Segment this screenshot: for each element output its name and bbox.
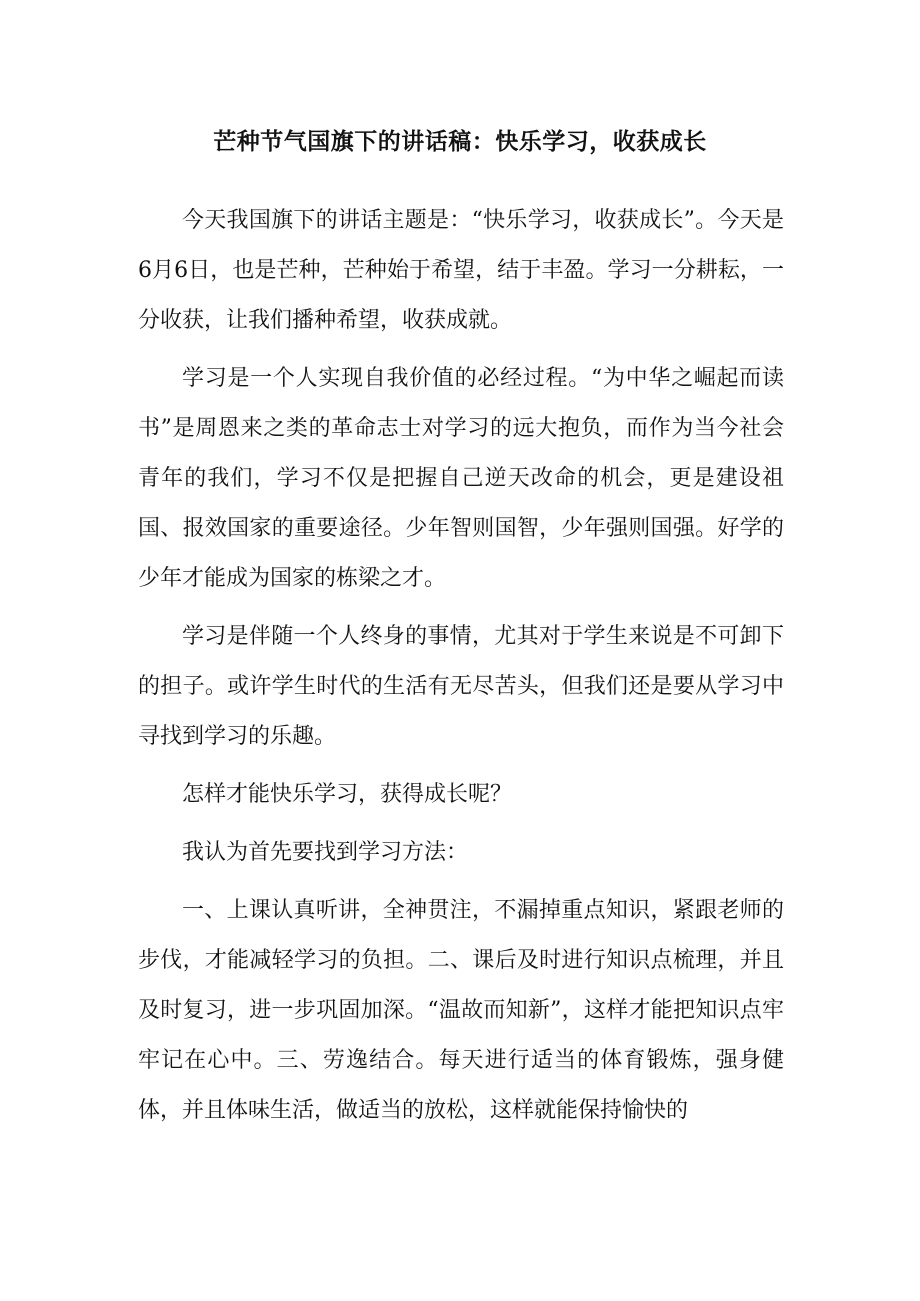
document-title: 芒种节气国旗下的讲话稿：快乐学习，收获成长 bbox=[213, 129, 707, 155]
paragraph-value-of-learning: 学习是一个人实现自我价值的必经过程。“为中华之崛起而读书”是周恩来之类的革命志士对学习的远大抱负，而作为当今社会青年的我们，学习不仅是把握自己逆天改命的机会，更是建设祖国、报效国家的重要途径。少年智则国智，少年强则国强。好学的少年才能成为国家的栋梁之才。 bbox=[138, 366, 784, 591]
paragraph-lifelong-learning: 学习是伴随一个人终身的事情，尤其对于学生来说是不可卸下的担子。或许学生时代的生活有无尽苦头，但我们还是要从学习中寻找到学习的乐趣。 bbox=[138, 624, 784, 749]
paragraph-question: 怎样才能快乐学习，获得成长呢？ bbox=[182, 782, 513, 807]
paragraph-intro: 今天我国旗下的讲话主题是：“快乐学习，收获成长”。今天是6月6日，也是芒种，芒种始于希望，结于丰盈。学习一分耕耘，一分收获，让我们播种希望，收获成就。 bbox=[138, 208, 784, 333]
document-body bbox=[138, 196, 784, 1136]
paragraph-methods-list: 一、上课认真听讲，全神贯注，不漏掉重点知识，紧跟老师的步伐，才能减轻学习的负担。二、课后及时进行知识点梳理，并且及时复习，进一步巩固加深。“温故而知新”，这样才能把知识点牢牢记在心中。三、劳逸结合。每天进行适当的体育锻炼，强身健体，并且体味生活，做适当的放松，这样就能保持愉快的 bbox=[138, 898, 784, 1123]
paragraph-methods-intro: 我认为首先要找到学习方法： bbox=[182, 840, 469, 865]
